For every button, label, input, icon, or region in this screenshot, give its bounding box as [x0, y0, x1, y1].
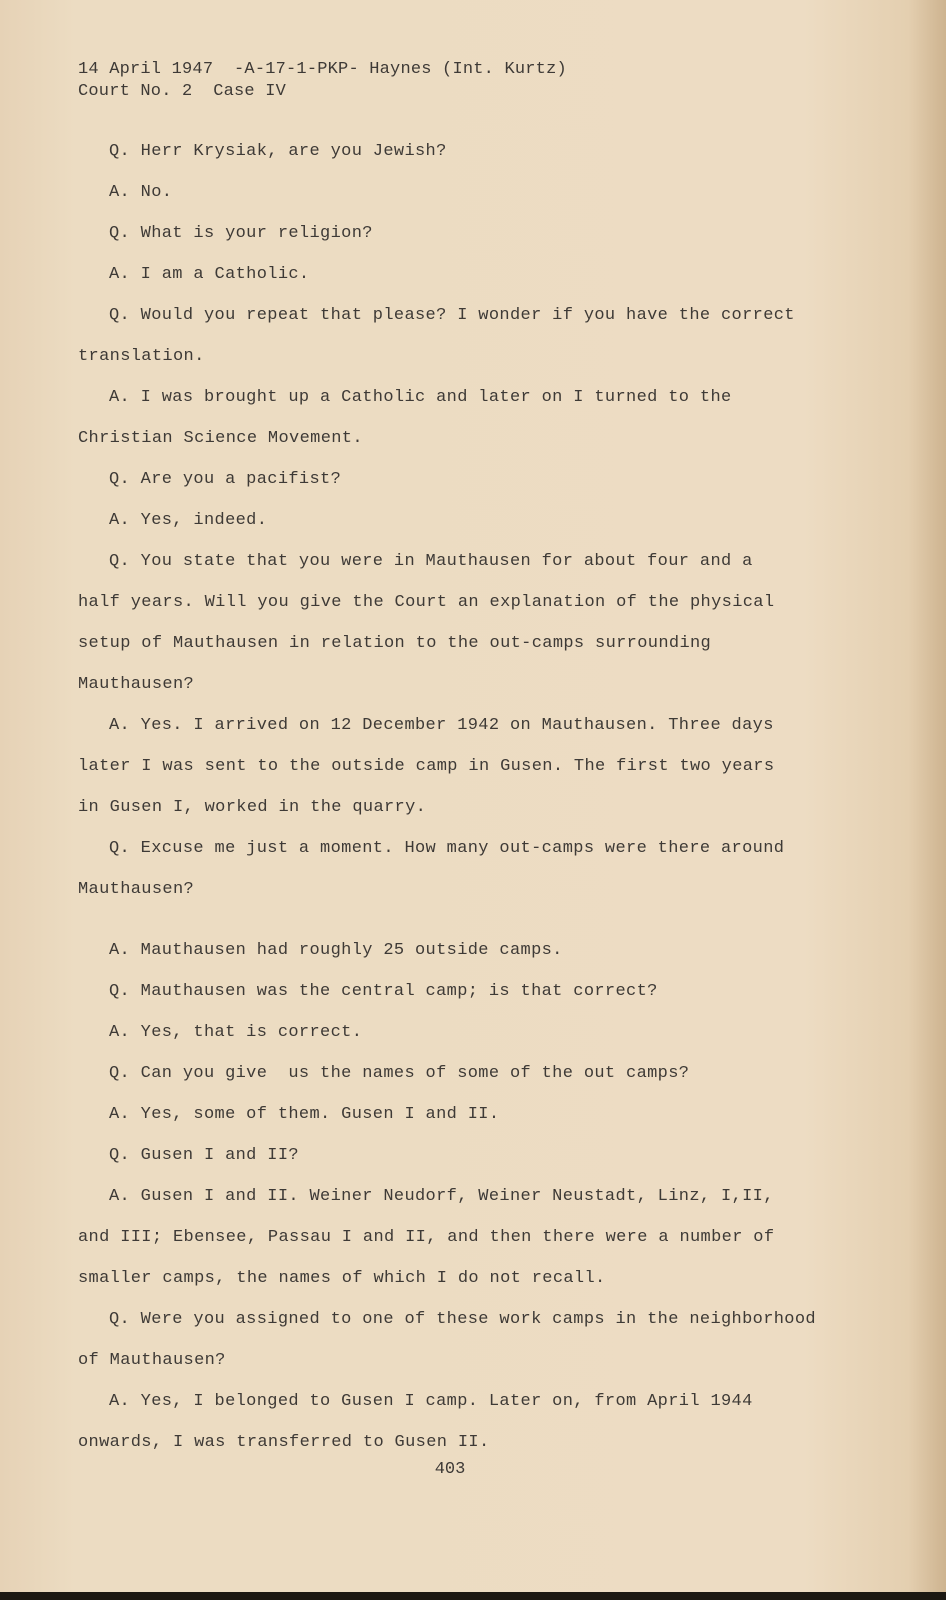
- transcript-line: Q. Excuse me just a moment. How many out-camps were there around: [109, 839, 785, 858]
- transcript-line: Q. What is your religion?: [109, 224, 373, 243]
- transcript-line: Q. Mauthausen was the central camp; is that correct?: [109, 982, 658, 1001]
- transcript-line: and III; Ebensee, Passau I and II, and then there were a number of: [78, 1228, 775, 1247]
- transcript-line: half years. Will you give the Court an explanation of the physical: [78, 593, 775, 612]
- transcript-line: Q. Herr Krysiak, are you Jewish?: [109, 142, 447, 161]
- header-date-line: 14 April 1947 -A-17-1-PKP- Haynes (Int. Kurtz): [78, 60, 567, 79]
- transcript-line: A. Yes, that is correct.: [109, 1023, 363, 1042]
- transcript-line: A. Yes, I belonged to Gusen I camp. Later on, from April 1944: [109, 1392, 753, 1411]
- transcript-line: A. Mauthausen had roughly 25 outside camps.: [109, 941, 563, 960]
- transcript-line: Q. Are you a pacifist?: [109, 470, 342, 489]
- transcript-line: later I was sent to the outside camp in Gusen. The first two years: [78, 757, 775, 776]
- transcript-line: A. Yes, indeed.: [109, 511, 268, 530]
- transcript-line: A. I am a Catholic.: [109, 265, 310, 284]
- transcript-line: A. No.: [109, 183, 173, 202]
- document-header: [78, 59, 567, 103]
- transcript-line: A. Gusen I and II. Weiner Neudorf, Weiner Neustadt, Linz, I,II,: [109, 1187, 774, 1206]
- transcript-line: A. I was brought up a Catholic and later on I turned to the: [109, 388, 732, 407]
- transcript-line: onwards, I was transferred to Gusen II.: [78, 1433, 490, 1452]
- transcript-line: setup of Mauthausen in relation to the out-camps surrounding: [78, 634, 712, 653]
- transcript-line: Q. You state that you were in Mauthausen for about four and a: [109, 552, 753, 571]
- transcript-line: smaller camps, the names of which I do not recall.: [78, 1269, 606, 1288]
- transcript-line: Christian Science Movement.: [78, 429, 363, 448]
- page-number: 403: [434, 1460, 466, 1479]
- transcript-line: Q. Were you assigned to one of these work camps in the neighborhood: [109, 1310, 816, 1329]
- transcript-line: Q. Gusen I and II?: [109, 1146, 299, 1165]
- transcript-line: Q. Would you repeat that please? I wonder if you have the correct: [109, 306, 795, 325]
- transcript-line: A. Yes, some of them. Gusen I and II.: [109, 1105, 500, 1124]
- transcript-line: A. Yes. I arrived on 12 December 1942 on Mauthausen. Three days: [109, 716, 774, 735]
- transcript-line: Mauthausen?: [78, 880, 195, 899]
- header-court-line: Court No. 2 Case IV: [78, 82, 287, 101]
- transcript-line: Mauthausen?: [78, 675, 195, 694]
- transcript-line: of Mauthausen?: [78, 1351, 226, 1370]
- transcript-line: in Gusen I, worked in the quarry.: [78, 798, 427, 817]
- transcript-line: Q. Can you give us the names of some of the out camps?: [109, 1064, 690, 1083]
- transcript-line: translation.: [78, 347, 205, 366]
